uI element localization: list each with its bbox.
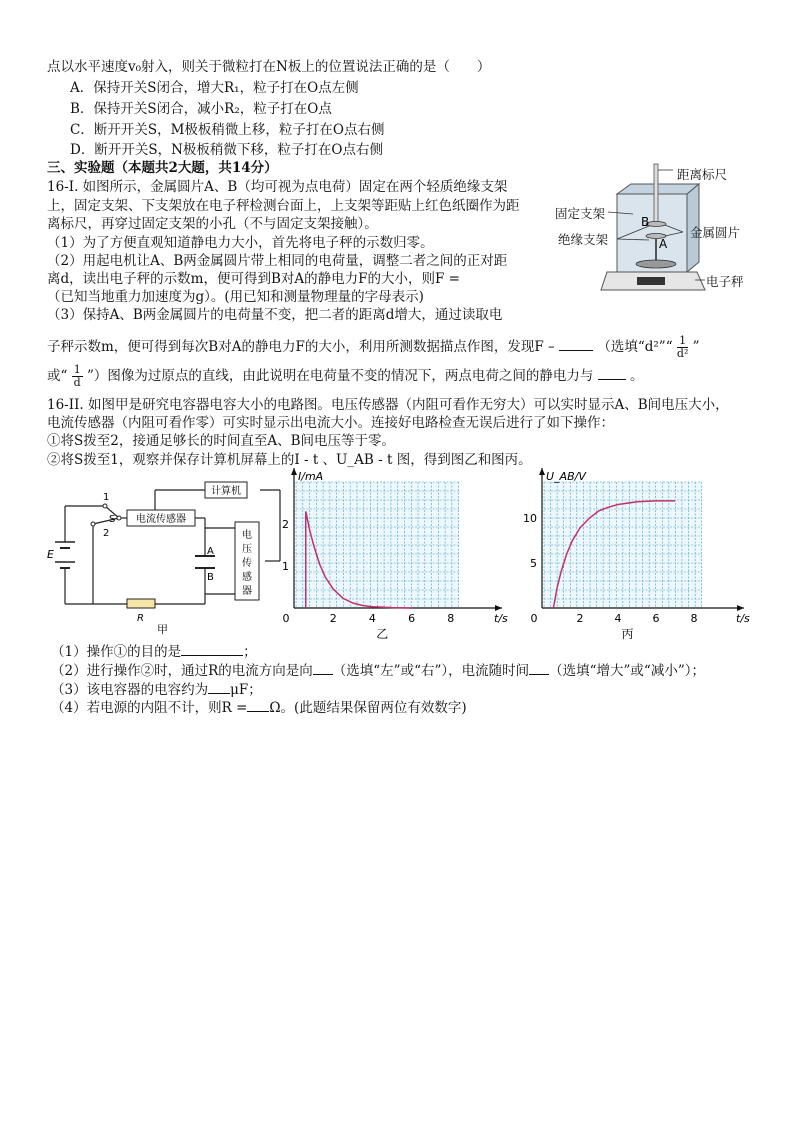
- svg-text:B: B: [207, 572, 214, 583]
- fixed-support-label: 固定支架: [555, 206, 606, 221]
- svg-text:E: E: [47, 548, 54, 561]
- svg-text:压: 压: [242, 544, 252, 555]
- q16-1-line: 离标尺，再穿过固定支架的小孔（不与固定支架接触）。: [47, 216, 378, 232]
- y-tick-label: 5: [530, 557, 537, 570]
- y-tick-label: 1: [282, 560, 289, 573]
- svg-text:R: R: [137, 613, 144, 624]
- answer-blank[interactable]: [559, 350, 593, 351]
- current-time-chart: [280, 466, 508, 646]
- answer-blank[interactable]: [313, 674, 333, 675]
- x-tick-label: 0: [282, 612, 290, 625]
- circuit-diagram: [45, 476, 290, 636]
- q16-2-line: 电流传感器（内阻可看作零）可实时显示出电流大小。连接好电路检查无误后进行了如下操作：: [47, 415, 614, 431]
- y-axis-label: I/mA: [298, 470, 324, 483]
- x-axis-label: t/s: [736, 612, 750, 625]
- q16-1-line9: 子秤示数m，便可得到每次B对A的静电力F的大小，利用所测数据描点作图，发现F – （选填“d²”“ $\frac{1}{\text{d²}}$ ”: [47, 334, 700, 360]
- q15-option-a: A．保持开关S闭合，增大R₁，粒子打在O点左侧: [70, 80, 359, 96]
- section3-title: 三、实验题（本题共2大题，共14分）: [47, 160, 278, 176]
- ruler-label: 距离标尺: [677, 167, 728, 182]
- current-sensor-label: 电流传感器: [136, 514, 186, 525]
- x-tick-label: 4: [368, 612, 376, 625]
- chart-caption: 丙: [621, 627, 634, 641]
- q16-1-line: 离d，读出电子秤的示数m，便可得到B对A的静电力F的大小，则F =: [47, 271, 460, 287]
- disc-label-b: B: [641, 215, 650, 229]
- svg-text:S: S: [109, 514, 116, 525]
- q15-option-d: D．断开开关S，N极板稍微下移，粒子打在O点右侧: [70, 142, 383, 158]
- q16-2-question-1: （1）操作①的目的是 ；: [51, 644, 257, 660]
- q16-1-line10: 或“ $\frac{1}{d}$ ”）图像为过原点的直线，由此说明在电荷量不变的情况下，两点电荷之间的静电力与 。: [47, 363, 644, 389]
- q16-2-question-2: （2）进行操作②时，通过R的电流方向是向 （选填“左”或“右”），电流随时间 （选填“增大”或“减小”）；: [51, 663, 705, 679]
- svg-text:2: 2: [103, 528, 110, 539]
- x-tick-label: 2: [329, 612, 337, 625]
- svg-text:器: 器: [242, 586, 252, 597]
- x-tick-label: 2: [576, 612, 584, 625]
- q16-2-line: 16-II. 如图甲是研究电容器电容大小的电路图。电压传感器（内阻可看作无穷大）可以实时显示A、B间电压大小，: [47, 397, 729, 413]
- answer-blank[interactable]: [208, 693, 230, 694]
- y-axis-arrow: [291, 468, 297, 475]
- chart-caption: 乙: [376, 627, 389, 641]
- answer-blank[interactable]: [247, 711, 269, 712]
- q16-2-line: ②将S拨至1，观察并保存计算机屏幕上的I - t 、U_AB - t 图，得到图乙和图丙。: [47, 452, 532, 468]
- x-tick-label: 8: [690, 612, 698, 625]
- q16-1-line: （3）保持A、B两金属圆片的电荷量不变，把二者的距离d增大，通过读取电: [47, 307, 503, 323]
- svg-text:感: 感: [242, 572, 252, 583]
- y-axis-label: U_AB/V: [546, 470, 586, 483]
- computer-label: 计算机: [211, 486, 241, 497]
- q16-1-line: 上，固定支架、下支架放在电子秤检测台面上，上支架等距贴上红色纸圈作为距: [47, 198, 520, 214]
- y-tick-label: 10: [523, 512, 537, 525]
- svg-text:1: 1: [103, 492, 110, 503]
- x-axis-label: t/s: [494, 612, 508, 625]
- q16-1-line: 16-I. 如图所示，金属圆片A、B（均可视为点电荷）固定在两个轻质绝缘支架: [47, 179, 508, 195]
- answer-blank[interactable]: [598, 379, 626, 380]
- svg-text:电: 电: [242, 530, 252, 541]
- q16-1-line: （已知当地重力加速度为g）。(用已知和测量物理量的字母表示): [47, 289, 424, 305]
- svg-text:A: A: [207, 546, 214, 557]
- q15-stem-tail: 点以水平速度v₀射入，则关于微粒打在N板上的位置说法正确的是（ ）: [47, 59, 491, 75]
- fraction-one-over-d: $\frac{1}{d}$: [73, 363, 81, 389]
- fraction-one-over-d-squared: $\frac{1}{\text{d²}}$: [676, 334, 689, 360]
- voltage-time-chart: [512, 466, 750, 646]
- y-axis-arrow: [539, 468, 545, 475]
- x-axis-arrow: [737, 605, 744, 611]
- scale-label: 电子秤: [706, 274, 744, 289]
- x-axis-arrow: [495, 605, 502, 611]
- q16-1-line: （2）用起电机让A、B两金属圆片带上相同的电荷量，调整二者之间的正对距: [47, 253, 508, 269]
- answer-blank[interactable]: [529, 674, 549, 675]
- answer-blank[interactable]: [181, 655, 243, 656]
- q16-2-question-4: （4）若电源的内阻不计，则R = Ω。(此题结果保留两位有效数字): [51, 700, 467, 716]
- q16-1-line: （1）为了方便直观知道静电力大小，首先将电子秤的示数归零。: [47, 235, 434, 251]
- y-tick-label: 2: [282, 518, 289, 531]
- q15-option-c: C．断开开关S，M极板稍微上移，粒子打在O点右侧: [70, 122, 385, 138]
- metal-disc-label: 金属圆片: [690, 225, 741, 240]
- svg-text:传: 传: [242, 558, 252, 569]
- x-tick-label: 8: [447, 612, 455, 625]
- q16-2-question-3: （3）该电容器的电容约为 μF；: [51, 682, 262, 698]
- q16-2-line: ①将S拨至2，接通足够长的时间直至A、B间电压等于零。: [47, 433, 396, 449]
- disc-label-a: A: [659, 237, 668, 251]
- q15-option-b: B．保持开关S闭合，减小R₂，粒子打在O点: [70, 101, 332, 117]
- x-tick-label: 6: [652, 612, 660, 625]
- insulating-support-label: 绝缘支架: [558, 232, 609, 247]
- x-tick-label: 6: [408, 612, 416, 625]
- x-tick-label: 0: [530, 612, 538, 625]
- x-tick-label: 4: [614, 612, 622, 625]
- figure-caption-jia: 甲: [157, 623, 168, 636]
